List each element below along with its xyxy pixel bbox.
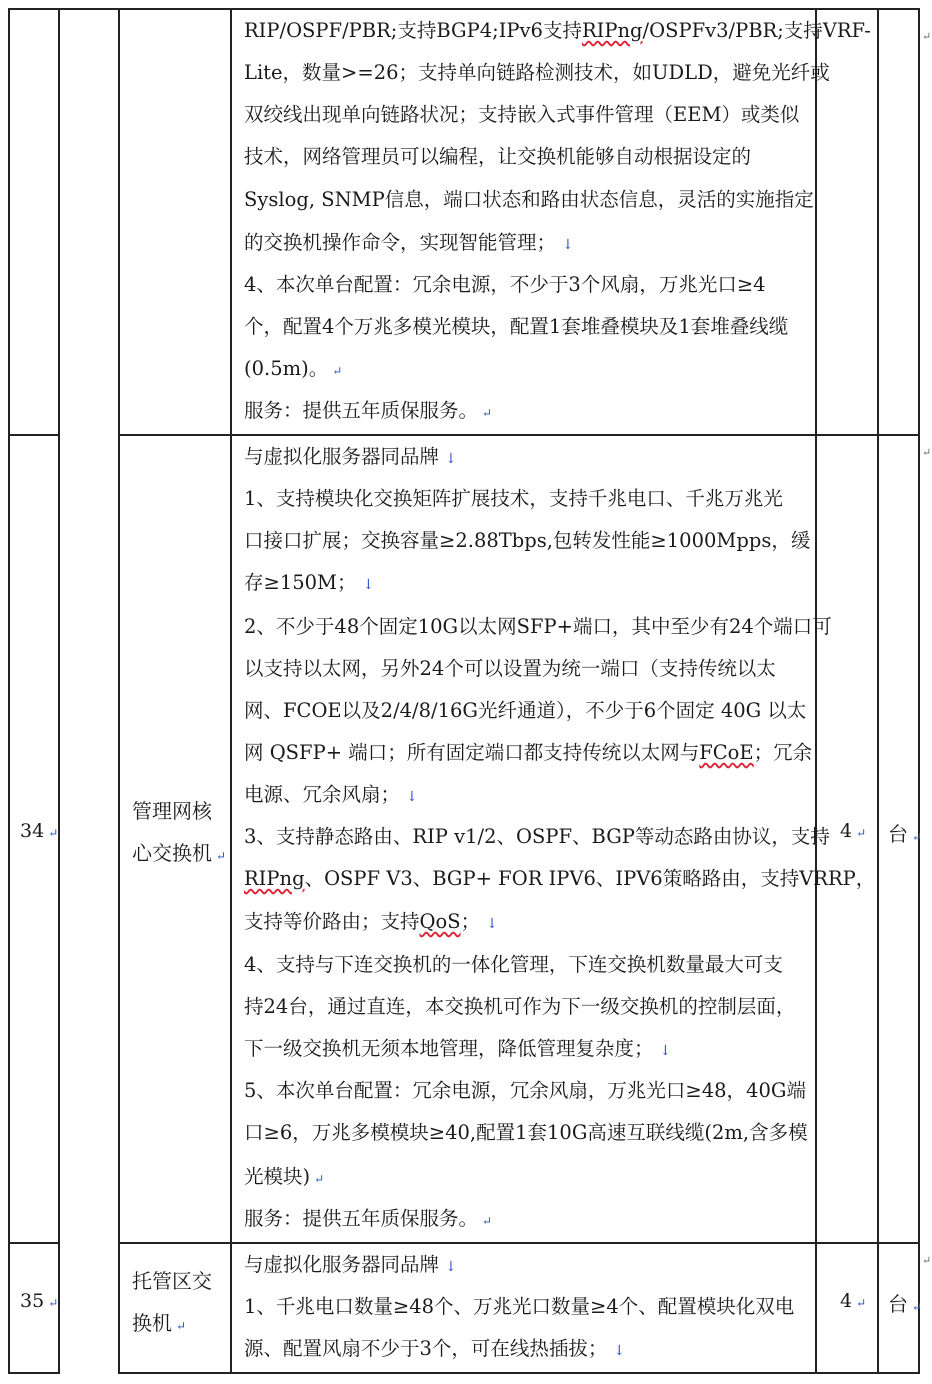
spec-line: 3、支持静态路由、RIP v1/2、OSPF、BGP等动态路由协议，支持 (244, 825, 830, 848)
spec-text: 源、配置风扇不少于3个，可在线热插拔； (244, 1337, 608, 1360)
spec-line: 支持等价路由；支持QoS； ↓ (244, 910, 498, 933)
paragraph-mark-icon: ↵ (314, 1172, 325, 1186)
spec-line (244, 1198, 492, 1242)
spec-line: 网 QSFP+ 端口；所有固定端口都支持传统以太网与FCoE；冗余 (244, 741, 813, 764)
spec-line (244, 222, 574, 266)
spec-line: 4、本次单台配置：冗余电源，不少于3个风扇，万兆光口≥4 (244, 273, 766, 296)
line-break-icon: ↓ (486, 916, 498, 932)
row-number-text: 35 (20, 1290, 45, 1312)
quantity (840, 1290, 866, 1312)
spec-line: 个，配置4个万兆多模光模块，配置1套堆叠模块及1套堆叠线缆 (244, 315, 789, 338)
spec-line: Lite，数量>=26；支持单向链路检测技术，如UDLD，避免光纤或 (244, 61, 830, 84)
paragraph-mark-icon: ↵ (216, 849, 227, 863)
spec-text: 与虚拟化服务器同品牌 (244, 1253, 440, 1276)
line-break-icon: ↓ (362, 577, 375, 593)
spec-text: 服务：提供五年质保服务。 (244, 1207, 479, 1230)
line-break-icon: ↓ (562, 237, 574, 253)
paragraph-mark-icon: ↵ (48, 1296, 59, 1310)
spec-line (244, 348, 342, 392)
paragraph-mark-icon: ↵ (912, 830, 923, 844)
spec-line: Syslog, SNMP信息，端口状态和路由状态信息，灵活的实施指定 (244, 188, 814, 211)
col-border (58, 8, 60, 1374)
spec-line (244, 1028, 671, 1072)
unit (888, 818, 922, 847)
end-of-row-mark-icon: ↵ (922, 446, 932, 459)
unit-text: 台 (888, 822, 908, 846)
line-break-icon: ↓ (445, 1259, 457, 1275)
spec-line: RIP/OSPF/PBR;支持BGP4;IPv6支持RIPng/OSPFv3/PBR;支持VRF- (244, 19, 871, 42)
row-number (20, 820, 58, 842)
end-of-row-mark-icon: ↵ (922, 1254, 932, 1267)
paragraph-mark-icon: ↵ (482, 406, 493, 420)
paragraph-mark-icon: ↵ (332, 364, 343, 378)
spec-line: 1、支持模块化交换矩阵扩展技术，支持千兆电口、千兆万兆光 (244, 487, 783, 510)
line-break-icon: ↓ (406, 789, 418, 805)
spec-line: 网、FCOE以及2/4/8/16G光纤通道），不少于6个固定 40G 以太 (244, 699, 807, 722)
item-name-line (132, 1302, 212, 1347)
spec-text: (0.5m)。 (244, 357, 329, 380)
spec-line (244, 562, 374, 606)
col-border (230, 8, 232, 1374)
spec-line (244, 390, 492, 434)
item-name (132, 1260, 212, 1347)
spec-text: 服务：提供五年质保服务。 (244, 399, 479, 422)
spec-line: 5、本次单台配置：冗余电源，冗余风扇，万兆光口≥48，40G端 (244, 1079, 806, 1102)
quantity-text: 4 (840, 1290, 853, 1312)
spec-line: 2、不少于48个固定10G以太网SFP+端口，其中至少有24个端口可 (244, 615, 832, 638)
paragraph-mark-icon: ↵ (48, 826, 59, 840)
row-number-text: 34 (20, 820, 45, 842)
col-border (918, 8, 920, 1374)
spec-text: 与虚拟化服务器同品牌 (244, 445, 440, 468)
line-break-icon: ↓ (613, 1343, 626, 1359)
spec-line: 4、支持与下连交换机的一体化管理，下连交换机数量最大可支 (244, 953, 783, 976)
col-border (118, 8, 120, 1374)
item-name-text: 心交换机 (132, 841, 212, 865)
paragraph-mark-icon: ↵ (176, 1319, 187, 1333)
line-break-icon: ↓ (659, 1043, 672, 1059)
row-border (118, 1372, 920, 1374)
line-break-icon: ↓ (445, 451, 457, 467)
item-name-line: 管理网核 (132, 799, 212, 823)
spec-text: 光模块) (244, 1165, 311, 1188)
spec-text: 存≥150M； (244, 571, 357, 594)
end-of-row-mark-icon: ↵ (922, 30, 932, 43)
spec-line: 技术，网络管理员可以编程，让交换机能够自动根据设定的 (244, 145, 752, 168)
spec-text: 的交换机操作命令，实现智能管理； (244, 231, 557, 254)
row-border (118, 1242, 920, 1244)
col-border (815, 8, 817, 1374)
paragraph-mark-icon: ↵ (856, 826, 867, 840)
spec-line (244, 1244, 457, 1288)
spec-text: 下一级交换机无须本地管理，降低管理复杂度； (244, 1037, 654, 1060)
unit (888, 1288, 922, 1317)
row-border (8, 1372, 60, 1374)
quantity-text: 4 (840, 820, 853, 842)
paragraph-mark-icon: ↵ (912, 1300, 923, 1314)
spec-line: 1、千兆电口数量≥48个、万兆光口数量≥4个、配置模块化双电 (244, 1295, 795, 1318)
paragraph-mark-icon: ↵ (482, 1214, 493, 1228)
row-border (8, 434, 60, 436)
paragraph-mark-icon: ↵ (856, 1296, 867, 1310)
item-name (132, 790, 226, 877)
spec-line: 以支持以太网，另外24个可以设置为统一端口（支持传统以太 (244, 657, 776, 680)
row-border (118, 434, 920, 436)
quantity (840, 820, 866, 842)
spec-text: 电源、冗余风扇； (244, 783, 401, 806)
col-border (877, 8, 879, 1374)
unit-text: 台 (888, 1292, 908, 1316)
spec-line: 持24台，通过直连，本交换机可作为下一级交换机的控制层面， (244, 995, 796, 1018)
row-number (20, 1290, 58, 1312)
spec-line: 双绞线出现单向链路状况；支持嵌入式事件管理（EEM）或类似 (244, 103, 800, 126)
col-border (8, 8, 10, 1374)
spec-line (244, 436, 457, 480)
spec-line: RIPng、OSPF V3、BGP+ FOR IPV6、IPV6策略路由，支持VRRP， (244, 867, 876, 890)
spec-line (244, 1156, 324, 1200)
spec-line: 口接口扩展；交换容量≥2.88Tbps,包转发性能≥1000Mpps，缓 (244, 529, 811, 552)
spec-line (244, 1328, 625, 1372)
item-name-line: 托管区交 (132, 1269, 212, 1293)
item-name-text: 换机 (132, 1311, 172, 1335)
row-border (8, 1242, 60, 1244)
spec-line (244, 774, 418, 818)
item-name-line (132, 832, 226, 877)
spec-line: 口≥6，万兆多模模块≥40,配置1套10G高速互联线缆(2m,含多模 (244, 1121, 808, 1144)
